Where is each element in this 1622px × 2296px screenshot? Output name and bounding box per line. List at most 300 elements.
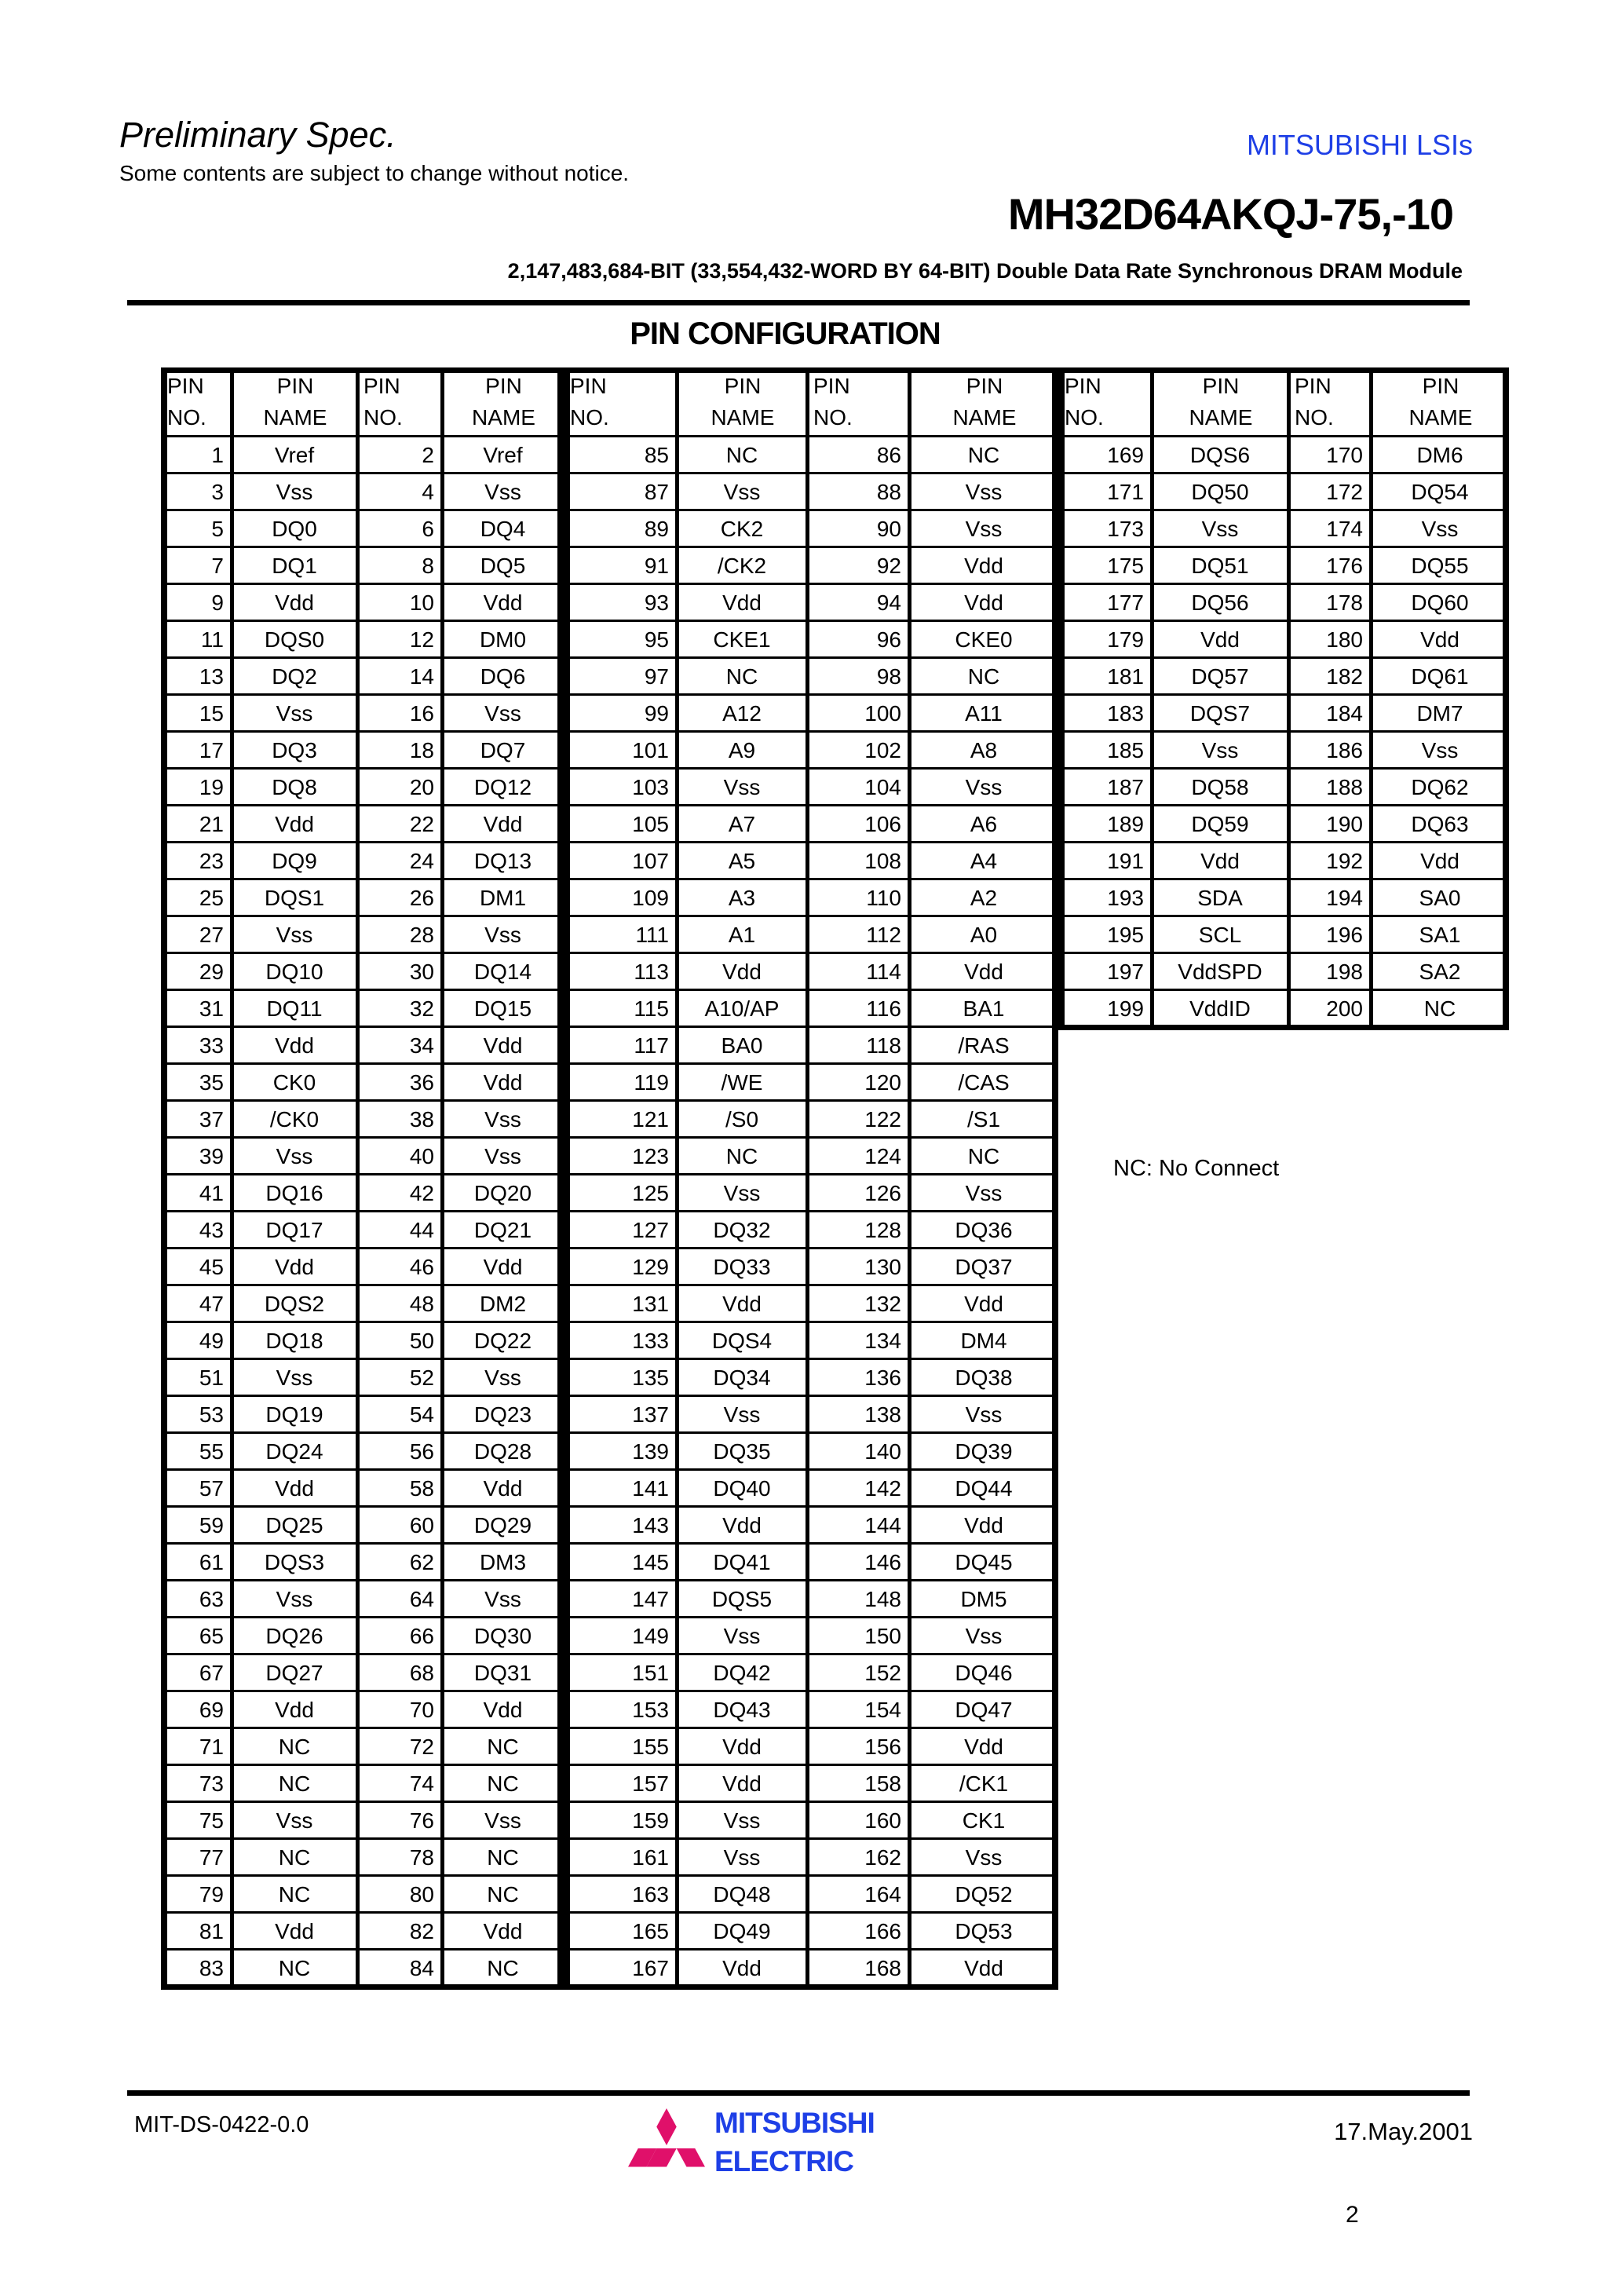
pin-name-cell: DQ48 bbox=[713, 1881, 771, 1907]
pin-number-cell: 57 bbox=[199, 1475, 224, 1501]
row-divider bbox=[564, 620, 1058, 622]
row-divider bbox=[564, 1542, 1058, 1545]
row-divider bbox=[161, 1099, 564, 1102]
pin-number-cell: 180 bbox=[1326, 627, 1363, 652]
pin-number-cell: 93 bbox=[644, 590, 669, 615]
pin-number-cell: 96 bbox=[876, 627, 901, 652]
row-divider bbox=[1058, 472, 1509, 474]
pin-number-cell: 26 bbox=[409, 885, 434, 910]
pin-name-cell: Vss bbox=[484, 1106, 521, 1132]
column-header-line1: PIN bbox=[276, 374, 314, 398]
pin-number-cell: 41 bbox=[199, 1180, 224, 1205]
pin-name-cell: BA0 bbox=[721, 1033, 763, 1058]
pin-name-cell: Vdd bbox=[964, 959, 1003, 984]
pin-name-cell: DQ12 bbox=[473, 774, 532, 799]
pin-number-cell: 1 bbox=[211, 442, 224, 467]
pin-name-cell: Vdd bbox=[483, 1918, 523, 1943]
pin-number-cell: 49 bbox=[199, 1328, 224, 1353]
pin-name-cell: Vdd bbox=[1200, 627, 1240, 652]
row-divider bbox=[161, 841, 564, 843]
pin-name-cell: NC bbox=[487, 1955, 519, 1980]
pin-name-cell: CKE0 bbox=[955, 627, 1013, 652]
pin-number-cell: 111 bbox=[635, 922, 669, 947]
pin-number-cell: 168 bbox=[864, 1955, 901, 1980]
row-divider bbox=[161, 1616, 564, 1618]
pin-number-cell: 66 bbox=[409, 1623, 434, 1648]
pin-number-cell: 37 bbox=[199, 1106, 224, 1132]
row-divider bbox=[161, 952, 564, 954]
pin-name-cell: Vref bbox=[483, 442, 523, 467]
pin-name-cell: VddSPD bbox=[1178, 959, 1262, 984]
pin-number-cell: 50 bbox=[409, 1328, 434, 1353]
pin-name-cell: Vss bbox=[484, 1143, 521, 1168]
pin-name-cell: DQ11 bbox=[266, 996, 323, 1021]
pin-number-cell: 141 bbox=[632, 1475, 669, 1501]
row-divider bbox=[161, 1505, 564, 1508]
pin-name-cell: DQ50 bbox=[1191, 479, 1249, 504]
row-divider bbox=[1058, 952, 1509, 954]
row-divider bbox=[161, 1468, 564, 1471]
pin-name-cell: DQ17 bbox=[265, 1217, 323, 1242]
pin-number-cell: 33 bbox=[199, 1033, 224, 1058]
pin-number-cell: 13 bbox=[199, 664, 224, 689]
pin-number-cell: 10 bbox=[409, 590, 434, 615]
pin-name-cell: NC bbox=[487, 1881, 519, 1907]
pin-name-cell: Vss bbox=[276, 1365, 313, 1390]
pin-number-cell: 129 bbox=[632, 1254, 669, 1279]
pin-name-cell: Vss bbox=[1201, 737, 1239, 762]
pin-number-cell: 67 bbox=[199, 1660, 224, 1685]
pin-number-cell: 153 bbox=[632, 1697, 669, 1722]
pin-number-cell: 187 bbox=[1107, 774, 1144, 799]
pin-name-cell: Vdd bbox=[722, 1291, 762, 1316]
pin-number-cell: 174 bbox=[1326, 516, 1363, 541]
pin-name-cell: NC bbox=[967, 1143, 1000, 1168]
column-divider bbox=[161, 367, 167, 1989]
row-divider bbox=[564, 1395, 1058, 1397]
pin-name-cell: Vss bbox=[484, 1365, 521, 1390]
pin-number-cell: 110 bbox=[866, 885, 901, 910]
pin-number-cell: 38 bbox=[409, 1106, 434, 1132]
pin-number-cell: 43 bbox=[199, 1217, 224, 1242]
column-header-line1: PIN bbox=[1295, 374, 1332, 398]
pin-name-cell: A8 bbox=[970, 737, 998, 762]
column-divider bbox=[675, 367, 679, 1989]
column-divider bbox=[440, 367, 444, 1989]
pin-name-cell: SDA bbox=[1197, 885, 1243, 910]
module-description: 2,147,483,684-BIT (33,554,432-WORD BY 64-BIT) Double Data Rate Synchronous DRAM Module bbox=[507, 259, 1463, 283]
pin-number-cell: 71 bbox=[199, 1734, 224, 1759]
pin-name-cell: NC bbox=[725, 664, 758, 689]
pin-number-cell: 113 bbox=[634, 959, 669, 984]
pin-name-cell: /CK2 bbox=[717, 553, 767, 578]
pin-name-cell: DQ29 bbox=[473, 1512, 532, 1537]
column-header-line2: NO. bbox=[167, 405, 206, 430]
row-divider bbox=[564, 1321, 1058, 1323]
pin-name-cell: Vdd bbox=[1200, 848, 1240, 873]
pin-name-cell: Vdd bbox=[722, 1955, 762, 1980]
pin-number-cell: 183 bbox=[1107, 700, 1144, 726]
row-divider bbox=[161, 1284, 564, 1286]
pin-number-cell: 73 bbox=[199, 1771, 224, 1796]
pin-name-cell: DQS1 bbox=[264, 885, 325, 910]
header-divider bbox=[127, 300, 1470, 305]
pin-number-cell: 55 bbox=[199, 1439, 224, 1464]
pin-number-cell: 32 bbox=[409, 996, 434, 1021]
row-divider bbox=[161, 1395, 564, 1397]
pin-number-cell: 161 bbox=[632, 1844, 669, 1870]
pin-name-cell: SCL bbox=[1198, 922, 1242, 947]
mitsubishi-logo-icon bbox=[628, 2108, 705, 2185]
pin-number-cell: 117 bbox=[634, 1033, 669, 1058]
pin-name-cell: Vss bbox=[965, 774, 1003, 799]
pin-name-cell: DM6 bbox=[1416, 442, 1463, 467]
column-header-line1: PIN bbox=[485, 374, 522, 398]
pin-number-cell: 154 bbox=[864, 1697, 901, 1722]
pin-name-cell: /S0 bbox=[725, 1106, 759, 1132]
row-divider bbox=[161, 1653, 564, 1655]
pin-number-cell: 152 bbox=[864, 1660, 901, 1685]
pin-name-cell: DQ44 bbox=[955, 1475, 1013, 1501]
pin-name-cell: NC bbox=[725, 442, 758, 467]
pin-name-cell: /CK1 bbox=[959, 1771, 1009, 1796]
column-header-line2: NO. bbox=[1065, 405, 1104, 430]
pin-number-cell: 199 bbox=[1107, 996, 1144, 1021]
pin-name-cell: Vdd bbox=[275, 1918, 314, 1943]
pin-name-cell: DQ7 bbox=[480, 737, 526, 762]
pin-name-cell: Vss bbox=[723, 1623, 761, 1648]
pin-name-cell: Vdd bbox=[275, 1475, 314, 1501]
row-divider bbox=[161, 767, 564, 770]
pin-number-cell: 18 bbox=[409, 737, 434, 762]
column-header-line1: PIN bbox=[1065, 374, 1101, 398]
pin-number-cell: 59 bbox=[199, 1512, 224, 1537]
pin-name-cell: Vdd bbox=[483, 1697, 523, 1722]
pin-number-cell: 4 bbox=[422, 479, 434, 504]
pin-number-cell: 124 bbox=[864, 1143, 901, 1168]
pin-number-cell: 7 bbox=[211, 553, 224, 578]
pin-name-cell: DQ47 bbox=[955, 1697, 1013, 1722]
pin-name-cell: Vss bbox=[276, 479, 313, 504]
pin-number-cell: 83 bbox=[199, 1955, 224, 1980]
row-divider bbox=[161, 583, 564, 585]
pin-name-cell: A2 bbox=[970, 885, 998, 910]
column-divider bbox=[908, 367, 911, 1989]
pin-name-cell: DQ54 bbox=[1411, 479, 1469, 504]
row-divider bbox=[564, 435, 1058, 437]
pin-number-cell: 189 bbox=[1107, 811, 1144, 836]
change-notice: Some contents are subject to change without notice. bbox=[119, 161, 630, 185]
pin-number-cell: 139 bbox=[632, 1439, 669, 1464]
pin-number-cell: 68 bbox=[409, 1660, 434, 1685]
pin-number-cell: 35 bbox=[199, 1069, 224, 1095]
pin-name-cell: Vdd bbox=[722, 959, 762, 984]
pin-number-cell: 85 bbox=[644, 442, 669, 467]
pin-number-cell: 112 bbox=[866, 922, 901, 947]
pin-name-cell: Vdd bbox=[483, 1069, 523, 1095]
pin-name-cell: BA1 bbox=[963, 996, 1005, 1021]
pin-number-cell: 140 bbox=[864, 1439, 901, 1464]
row-divider bbox=[161, 546, 564, 548]
pin-name-cell: DM4 bbox=[960, 1328, 1007, 1353]
document-id: MIT-DS-0422-0.0 bbox=[134, 2112, 309, 2137]
row-divider bbox=[564, 1690, 1058, 1692]
pin-number-cell: 177 bbox=[1107, 590, 1144, 615]
pin-name-cell: DQ10 bbox=[265, 959, 323, 984]
pin-number-cell: 193 bbox=[1107, 885, 1144, 910]
row-divider bbox=[161, 1321, 564, 1323]
pin-number-cell: 182 bbox=[1326, 664, 1363, 689]
pin-number-cell: 95 bbox=[644, 627, 669, 652]
pin-name-cell: Vdd bbox=[722, 1512, 762, 1537]
pin-number-cell: 31 bbox=[199, 996, 224, 1021]
pin-name-cell: SA0 bbox=[1419, 885, 1461, 910]
row-divider bbox=[161, 1911, 564, 1914]
pin-name-cell: DQ9 bbox=[272, 848, 317, 873]
pin-name-cell: DQ0 bbox=[272, 516, 317, 541]
pin-name-cell: DQ51 bbox=[1191, 553, 1249, 578]
pin-number-cell: 6 bbox=[422, 516, 434, 541]
column-divider bbox=[1058, 367, 1065, 1029]
row-divider bbox=[161, 620, 564, 622]
row-divider bbox=[564, 693, 1058, 696]
pin-name-cell: A9 bbox=[728, 737, 756, 762]
row-divider bbox=[161, 1948, 564, 1951]
pin-number-cell: 133 bbox=[632, 1328, 669, 1353]
pin-name-cell: Vdd bbox=[275, 590, 314, 615]
pin-name-cell: DQS4 bbox=[711, 1328, 773, 1353]
pin-number-cell: 167 bbox=[632, 1955, 669, 1980]
pin-number-cell: 186 bbox=[1326, 737, 1363, 762]
pin-number-cell: 115 bbox=[634, 996, 669, 1021]
pin-number-cell: 126 bbox=[864, 1180, 901, 1205]
pin-number-cell: 2 bbox=[422, 442, 434, 467]
pin-number-cell: 22 bbox=[409, 811, 434, 836]
pin-number-cell: 147 bbox=[632, 1586, 669, 1611]
pin-number-cell: 25 bbox=[199, 885, 224, 910]
row-divider bbox=[161, 1874, 564, 1877]
pin-name-cell: Vref bbox=[274, 442, 315, 467]
row-divider bbox=[564, 841, 1058, 843]
pin-name-cell: Vss bbox=[276, 1586, 313, 1611]
pin-name-cell: DM7 bbox=[1416, 700, 1463, 726]
pin-name-cell: DQ25 bbox=[265, 1512, 323, 1537]
row-divider bbox=[161, 804, 564, 806]
pin-number-cell: 178 bbox=[1326, 590, 1363, 615]
nc-legend-note: NC: No Connect bbox=[1113, 1156, 1280, 1181]
pin-name-cell: NC bbox=[278, 1955, 311, 1980]
pin-number-cell: 89 bbox=[644, 516, 669, 541]
pin-name-cell: Vdd bbox=[964, 1955, 1003, 1980]
pin-number-cell: 102 bbox=[864, 737, 901, 762]
pin-name-cell: DQ3 bbox=[272, 737, 317, 762]
pin-name-cell: Vss bbox=[484, 700, 521, 726]
pin-name-cell: Vdd bbox=[1420, 848, 1459, 873]
pin-name-cell: SA1 bbox=[1419, 922, 1461, 947]
pin-number-cell: 56 bbox=[409, 1439, 434, 1464]
row-divider bbox=[1058, 693, 1509, 696]
pin-name-cell: Vss bbox=[723, 774, 761, 799]
pin-number-cell: 149 bbox=[632, 1623, 669, 1648]
pin-name-cell: DQ19 bbox=[265, 1402, 323, 1427]
pin-number-cell: 121 bbox=[632, 1106, 669, 1132]
row-divider bbox=[564, 804, 1058, 806]
pin-number-cell: 72 bbox=[409, 1734, 434, 1759]
pin-number-cell: 128 bbox=[864, 1217, 901, 1242]
row-divider bbox=[1058, 509, 1509, 511]
pin-name-cell: DQ4 bbox=[480, 516, 526, 541]
pin-number-cell: 122 bbox=[864, 1106, 901, 1132]
row-divider bbox=[564, 1837, 1058, 1840]
pin-name-cell: Vss bbox=[1201, 516, 1239, 541]
pin-name-cell: DQ13 bbox=[473, 848, 532, 873]
row-divider bbox=[1058, 804, 1509, 806]
pin-name-cell: DQ49 bbox=[713, 1918, 771, 1943]
column-divider bbox=[230, 367, 234, 1989]
logo-text-electric: ELECTRIC bbox=[714, 2145, 853, 2177]
pin-name-cell: CK2 bbox=[720, 516, 764, 541]
column-header-line1: PIN bbox=[813, 374, 850, 398]
pin-number-cell: 8 bbox=[422, 553, 434, 578]
pin-number-cell: 118 bbox=[866, 1033, 901, 1058]
pin-number-cell: 197 bbox=[1107, 959, 1144, 984]
pin-name-cell: DQ62 bbox=[1411, 774, 1469, 799]
pin-name-cell: DQS2 bbox=[264, 1291, 325, 1316]
pin-name-cell: DQ55 bbox=[1411, 553, 1469, 578]
column-header-line2: NAME bbox=[711, 405, 775, 430]
pin-name-cell: Vss bbox=[965, 479, 1003, 504]
pin-name-cell: DQ24 bbox=[265, 1439, 323, 1464]
pin-number-cell: 105 bbox=[632, 811, 669, 836]
pin-name-cell: A6 bbox=[970, 811, 998, 836]
pin-number-cell: 78 bbox=[409, 1844, 434, 1870]
pin-name-cell: /WE bbox=[721, 1069, 763, 1095]
pin-name-cell: Vdd bbox=[1420, 627, 1459, 652]
pin-name-cell: Vdd bbox=[964, 1291, 1003, 1316]
pin-name-cell: CK1 bbox=[962, 1808, 1006, 1833]
pin-name-cell: Vdd bbox=[275, 1697, 314, 1722]
pin-name-cell: Vdd bbox=[483, 1254, 523, 1279]
pin-number-cell: 137 bbox=[632, 1402, 669, 1427]
row-divider bbox=[161, 1727, 564, 1729]
pin-number-cell: 34 bbox=[409, 1033, 434, 1058]
row-divider bbox=[564, 1801, 1058, 1803]
row-divider bbox=[564, 915, 1058, 917]
pin-name-cell: DQ27 bbox=[265, 1660, 323, 1685]
pin-name-cell: DQ2 bbox=[272, 664, 317, 689]
row-divider bbox=[564, 1026, 1058, 1028]
pin-name-cell: DM0 bbox=[479, 627, 527, 652]
row-divider bbox=[564, 1284, 1058, 1286]
pin-name-cell: A12 bbox=[722, 700, 762, 726]
pin-number-cell: 156 bbox=[864, 1734, 901, 1759]
pin-number-cell: 179 bbox=[1107, 627, 1144, 652]
pin-number-cell: 114 bbox=[866, 959, 901, 984]
pin-name-cell: DQ59 bbox=[1191, 811, 1249, 836]
row-divider bbox=[564, 952, 1058, 954]
row-divider bbox=[564, 1616, 1058, 1618]
row-divider bbox=[564, 989, 1058, 991]
pin-number-cell: 181 bbox=[1107, 664, 1144, 689]
brand-label: MITSUBISHI LSIs bbox=[1246, 129, 1473, 161]
row-divider bbox=[1058, 878, 1509, 880]
row-divider bbox=[161, 878, 564, 880]
pin-name-cell: DQ57 bbox=[1191, 664, 1249, 689]
column-divider bbox=[806, 367, 809, 1989]
row-divider bbox=[161, 1542, 564, 1545]
row-divider bbox=[564, 472, 1058, 474]
pin-number-cell: 40 bbox=[409, 1143, 434, 1168]
row-divider bbox=[1058, 583, 1509, 585]
table-top-border bbox=[564, 367, 1058, 373]
pin-number-cell: 188 bbox=[1326, 774, 1363, 799]
pin-name-cell: Vdd bbox=[964, 1512, 1003, 1537]
pin-number-cell: 107 bbox=[632, 848, 669, 873]
column-header-line2: NO. bbox=[570, 405, 609, 430]
pin-number-cell: 134 bbox=[864, 1328, 901, 1353]
row-divider bbox=[564, 1874, 1058, 1877]
pin-name-cell: DQ61 bbox=[1411, 664, 1469, 689]
pin-number-cell: 30 bbox=[409, 959, 434, 984]
pin-name-cell: SA2 bbox=[1419, 959, 1461, 984]
pin-number-cell: 28 bbox=[409, 922, 434, 947]
pin-name-cell: Vss bbox=[484, 922, 521, 947]
pin-number-cell: 173 bbox=[1107, 516, 1144, 541]
pin-name-cell: Vss bbox=[965, 1623, 1003, 1648]
row-divider bbox=[564, 1358, 1058, 1360]
pin-number-cell: 198 bbox=[1326, 959, 1363, 984]
pin-number-cell: 159 bbox=[632, 1808, 669, 1833]
table-bottom-border bbox=[161, 1984, 564, 1990]
row-divider bbox=[161, 1136, 564, 1139]
pin-number-cell: 145 bbox=[632, 1549, 669, 1574]
pin-number-cell: 185 bbox=[1107, 737, 1144, 762]
column-divider bbox=[1287, 367, 1291, 1029]
row-divider bbox=[161, 656, 564, 659]
pin-number-cell: 170 bbox=[1326, 442, 1363, 467]
pin-number-cell: 123 bbox=[632, 1143, 669, 1168]
pin-name-cell: A0 bbox=[970, 922, 998, 947]
pin-name-cell: A10/AP bbox=[704, 996, 780, 1021]
pin-number-cell: 127 bbox=[632, 1217, 669, 1242]
pin-name-cell: DQ63 bbox=[1411, 811, 1469, 836]
pin-name-cell: DQ6 bbox=[480, 664, 526, 689]
pin-number-cell: 136 bbox=[864, 1365, 901, 1390]
pin-name-cell: NC bbox=[487, 1734, 519, 1759]
pin-name-cell: CK0 bbox=[272, 1069, 316, 1095]
pin-name-cell: Vss bbox=[965, 1180, 1003, 1205]
pin-number-cell: 148 bbox=[864, 1586, 901, 1611]
pin-name-cell: Vss bbox=[484, 479, 521, 504]
column-header-line1: PIN bbox=[167, 374, 204, 398]
column-divider bbox=[557, 367, 564, 1989]
pin-number-cell: 53 bbox=[199, 1402, 224, 1427]
pin-name-cell: A1 bbox=[728, 922, 756, 947]
pin-number-cell: 142 bbox=[864, 1475, 901, 1501]
pin-number-cell: 29 bbox=[199, 959, 224, 984]
page-number: 2 bbox=[1346, 2202, 1359, 2228]
pin-name-cell: DQ22 bbox=[473, 1328, 532, 1353]
pin-number-cell: 172 bbox=[1326, 479, 1363, 504]
row-divider bbox=[1058, 841, 1509, 843]
row-divider bbox=[161, 1173, 564, 1175]
pin-name-cell: Vdd bbox=[722, 1771, 762, 1796]
pin-name-cell: CKE1 bbox=[713, 627, 771, 652]
row-divider bbox=[564, 1727, 1058, 1729]
pin-number-cell: 81 bbox=[199, 1918, 224, 1943]
pin-number-cell: 116 bbox=[866, 996, 901, 1021]
pin-number-cell: 130 bbox=[864, 1254, 901, 1279]
